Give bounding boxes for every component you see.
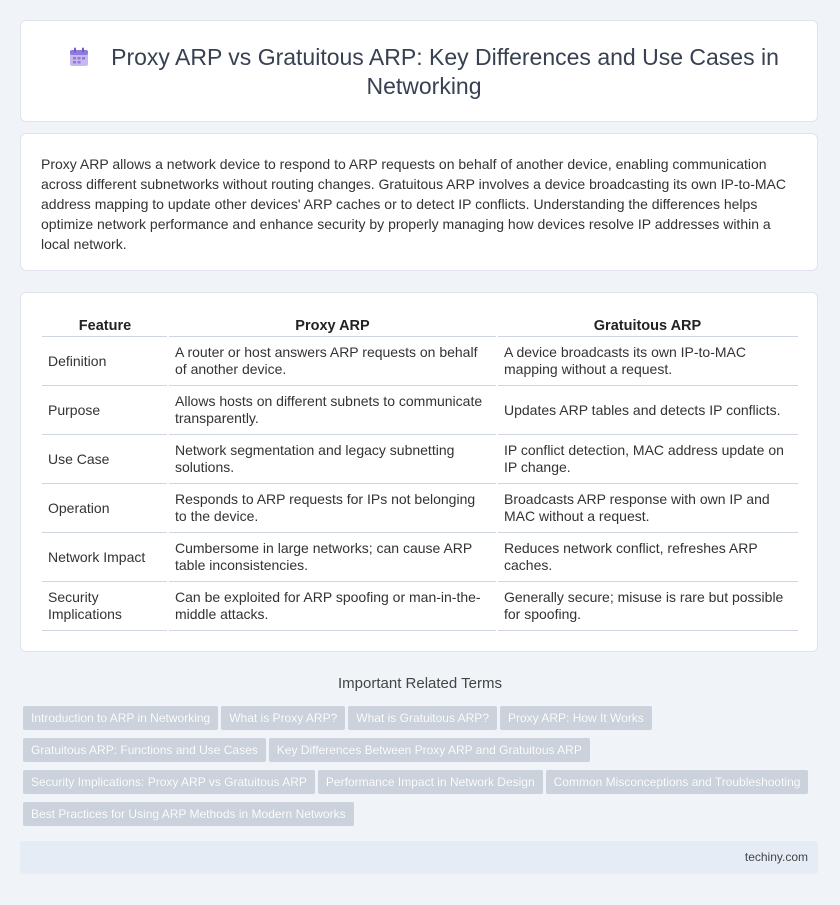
related-term-link[interactable]: Common Misconceptions and Troubleshooting <box>546 770 809 794</box>
feature-cell: Operation <box>42 484 168 533</box>
related-term-link[interactable]: Gratuitous ARP: Functions and Use Cases <box>23 738 266 762</box>
feature-cell: Purpose <box>42 386 168 435</box>
proxy-arp-cell: Allows hosts on different subnets to communicate transparently. <box>168 386 497 435</box>
gratuitous-arp-cell: Broadcasts ARP response with own IP and MAC without a request. <box>497 484 798 533</box>
related-term-link[interactable]: Best Practices for Using ARP Methods in Modern Networks <box>23 802 354 826</box>
related-term-link[interactable]: Key Differences Between Proxy ARP and Gratuitous ARP <box>269 738 590 762</box>
related-term-link[interactable]: Security Implications: Proxy ARP vs Gratuitous ARP <box>23 770 315 794</box>
related-term-link[interactable]: What is Proxy ARP? <box>221 706 345 730</box>
table-header-row <box>42 315 798 337</box>
related-terms-title: Important Related Terms <box>338 675 502 692</box>
gratuitous-arp-cell: Reduces network conflict, refreshes ARP caches. <box>497 533 798 582</box>
comparison-table <box>42 315 798 631</box>
feature-cell: Definition <box>42 337 168 386</box>
page-title-wrap <box>61 43 787 101</box>
gratuitous-arp-cell: Generally secure; misuse is rare but possible for spoofing. <box>497 582 798 631</box>
gratuitous-arp-cell: A device broadcasts its own IP-to-MAC mapping without a request. <box>497 337 798 386</box>
table-row <box>42 337 798 386</box>
proxy-arp-cell: Cumbersome in large networks; can cause ARP table inconsistencies. <box>168 533 497 582</box>
calendar-icon <box>69 47 89 67</box>
intro-paragraph: Proxy ARP allows a network device to respond to ARP requests on behalf of another device, enabling communication across different subnetworks without routing changes. Gratuitous ARP involves a device broadcasting its own IP-to-MAC address mapping to update other devices' ARP caches or to detect IP conflicts. Understanding the differences helps optimize network performance and enhance security by properly managing how devices resolve IP addresses within a local network. <box>41 156 786 252</box>
header-proxy-arp: Proxy ARP <box>168 315 497 337</box>
proxy-arp-cell: Responds to ARP requests for IPs not belonging to the device. <box>168 484 497 533</box>
intro-card <box>20 133 818 271</box>
table-row <box>42 484 798 533</box>
header-feature: Feature <box>42 315 168 337</box>
header-gratuitous-arp: Gratuitous ARP <box>497 315 798 337</box>
comparison-card <box>20 292 818 652</box>
feature-cell: Security Implications <box>42 582 168 631</box>
proxy-arp-cell: Can be exploited for ARP spoofing or man-in-the-middle attacks. <box>168 582 497 631</box>
related-term-link[interactable]: Introduction to ARP in Networking <box>23 706 218 730</box>
feature-cell: Use Case <box>42 435 168 484</box>
table-row <box>42 386 798 435</box>
feature-cell: Network Impact <box>42 533 168 582</box>
proxy-arp-cell: Network segmentation and legacy subnetting solutions. <box>168 435 497 484</box>
related-term-link[interactable]: What is Gratuitous ARP? <box>348 706 497 730</box>
gratuitous-arp-cell: Updates ARP tables and detects IP conflicts. <box>497 386 798 435</box>
table-row <box>42 435 798 484</box>
footer <box>20 841 818 874</box>
table-row <box>42 582 798 631</box>
related-term-link[interactable]: Performance Impact in Network Design <box>318 770 543 794</box>
proxy-arp-cell: A router or host answers ARP requests on behalf of another device. <box>168 337 497 386</box>
page-title: Proxy ARP vs Gratuitous ARP: Key Differences and Use Cases in Networking <box>111 44 779 99</box>
title-card <box>20 20 818 122</box>
footer-site-link[interactable]: techiny.com <box>744 850 808 864</box>
related-term-link[interactable]: Proxy ARP: How It Works <box>500 706 652 730</box>
related-terms-list <box>23 706 823 834</box>
table-row <box>42 533 798 582</box>
gratuitous-arp-cell: IP conflict detection, MAC address update on IP change. <box>497 435 798 484</box>
